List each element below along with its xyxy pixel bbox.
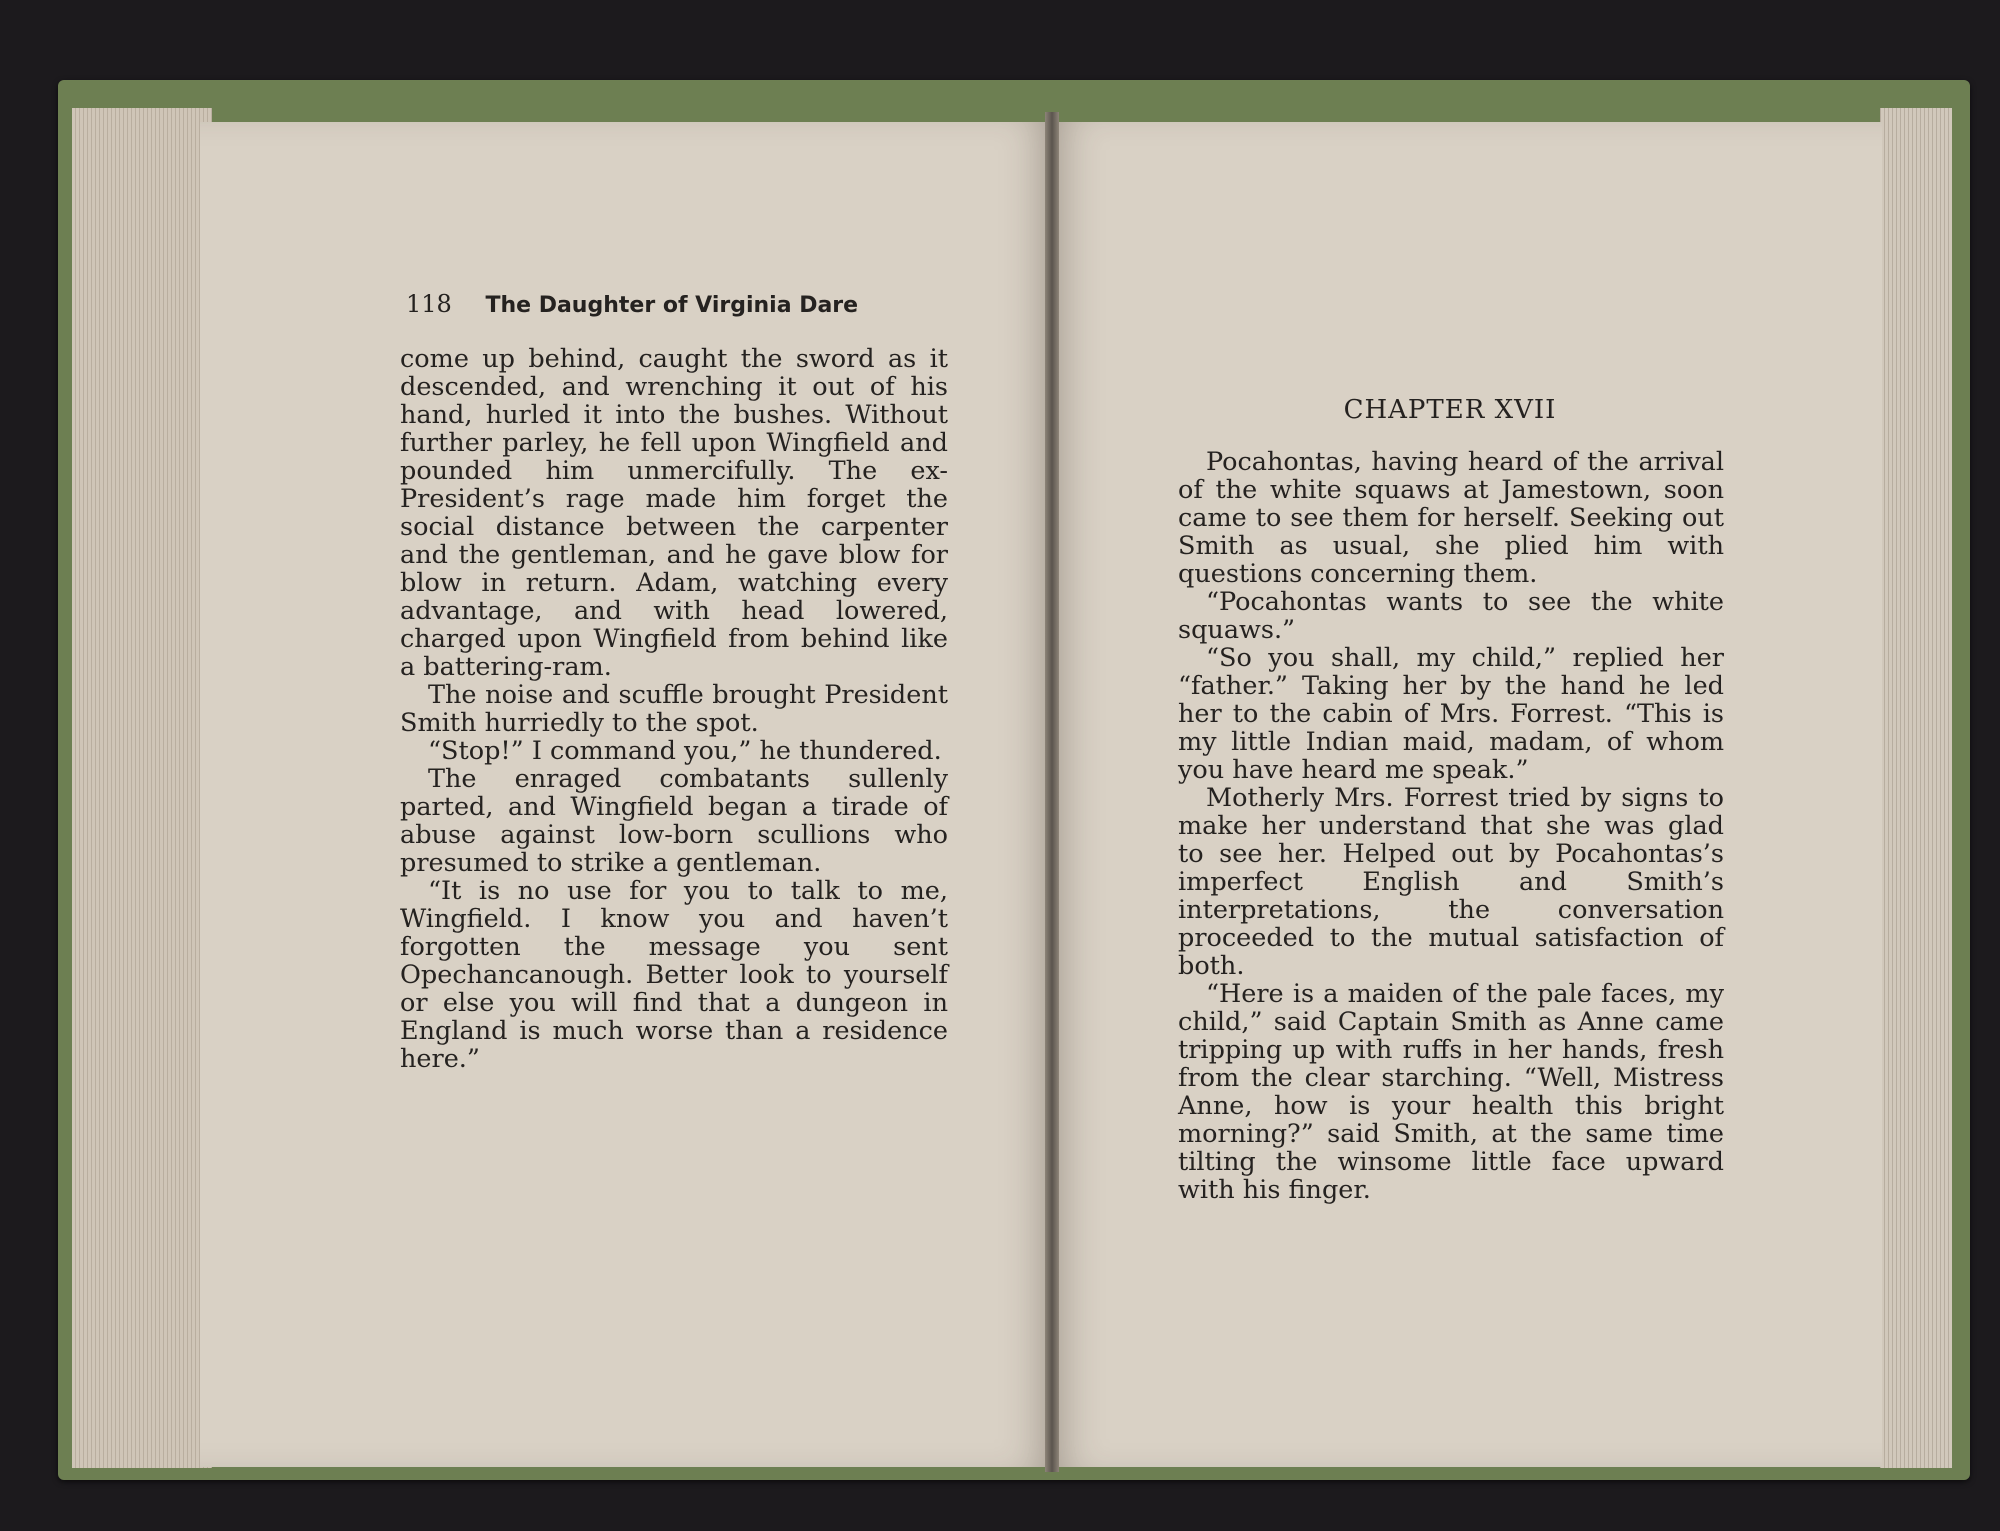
left-page-stack [72, 108, 212, 1468]
left-page-text [400, 345, 948, 1073]
paragraph: “It is no use for you to talk to me, Wingfield. I know you and haven’t forgotten the message you sent Opechancanough. Better look to yourself or else you will find that a dungeon in England is much worse than a residence here.” [400, 876, 948, 1074]
running-head [406, 290, 966, 318]
paragraph: come up behind, caught the sword as it descended, and wrenching it out of his hand, hurled it into the bushes. Without further parley, he fell upon Wingfield and pounded him unmercifully. The ex-President’s rage made him forget the social distance between the carpenter and the gentleman, and he gave blow for blow in return. Adam, watching every advantage, and with head lowered, charged upon Wingfield from behind like a battering-ram. [400, 344, 948, 682]
chapter-title: CHAPTER XVII [1343, 395, 1557, 425]
paragraph: Motherly Mrs. Forrest tried by signs to make her understand that she was glad to see her. Helped out by Pocahontas’s imperfect English and Smith’s interpretations, the conversation proceeded to the mutual satisfaction of both. [1178, 783, 1724, 981]
paragraph: The noise and scuffle brought President Smith hurriedly to the spot. [400, 680, 948, 738]
page-number: 118 [406, 290, 452, 318]
right-page-text [1178, 448, 1724, 1204]
paragraph: “So you shall, my child,” replied her “father.” Taking her by the hand he led her to the cabin of Mrs. Forrest. “This is my little Indian maid, madam, of whom you have heard me speak.” [1178, 643, 1724, 785]
paragraph: “Pocahontas wants to see the white squaws.” [1178, 587, 1724, 645]
right-page-stack [1880, 108, 1952, 1468]
running-title: The Daughter of Virginia Dare [485, 293, 859, 318]
paragraph: “Here is a maiden of the pale faces, my child,” said Captain Smith as Anne came tripping up with ruffs in her hands, fresh from the clear starching. “Well, Mistress Anne, how is your health this bright morning?” said Smith, at the same time tilting the winsome little face upward with his finger. [1178, 979, 1724, 1205]
book-gutter [1045, 112, 1059, 1472]
paragraph: Pocahontas, having heard of the arrival of the white squaws at Jamestown, soon came to see them for herself. Seeking out Smith as usual, she plied him with questions concerning them. [1178, 447, 1724, 589]
paragraph: The enraged combatants sullenly parted, and Wingfield began a tirade of abuse against low-born scullions who presumed to strike a gentleman. [400, 764, 948, 878]
paragraph: “Stop!” I command you,” he thundered. [428, 736, 942, 766]
